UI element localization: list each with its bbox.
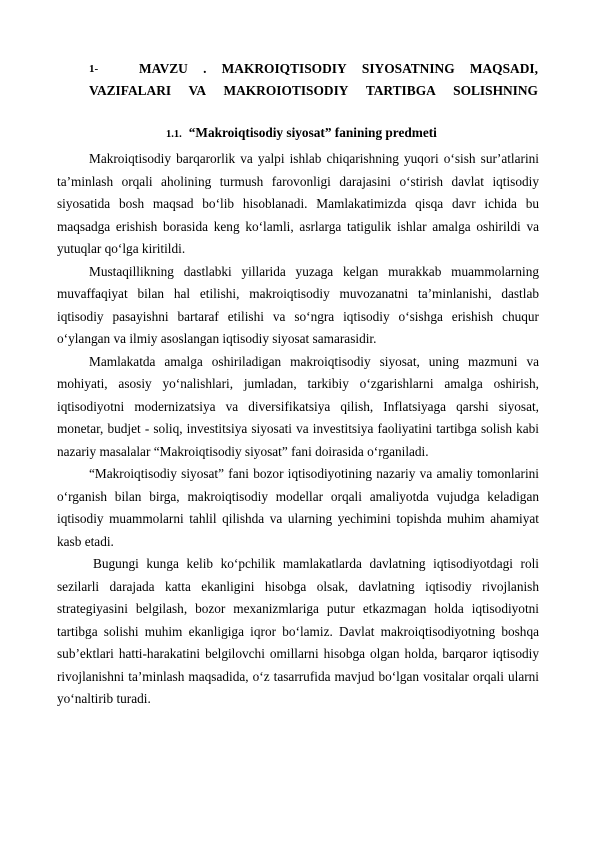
- paragraph: Mamlakatda amalga oshiriladigan makroiqtisodiy siyosat, uning mazmuni va mohiyati, asosiy yoʻnalishlari, jumladan, tarkibiy oʻzgarishlarni amalga oshirish, iqtisodiyotni modernizatsiya va diversifikatsiya qilish, Inflatsiyaga qarshi siyosat, monetar, budjet - soliq, investitsiya siyosati va investitsiya faoliyatini tartibga solish kabi nazariy masalalar “Makroiqtisodiy siyosat” fani doirasida oʻrganiladi.: [57, 353, 539, 459]
- heading-word: VA: [188, 83, 207, 98]
- chapter-heading-line-2: [89, 80, 538, 102]
- heading-word: VAZIFALARI: [89, 83, 172, 98]
- chapter-heading-line-1: [89, 58, 538, 80]
- heading-word: .: [203, 61, 207, 76]
- heading-word: MAKROIOTISODIY: [223, 83, 349, 98]
- paragraph: Bugungi kunga kelib koʻpchilik mamlakatlarda davlatning iqtisodiyotdagi roli sezilarli darajada katta ekanligini hisobga olsak, davlatning iqtisodiy rivojlanish strategiyasini belgilash, bozor mexanizmlariga putur etkazmagan holda iqtisodiyotni tartibga solishi muhim ekanligiga iqror boʻlamiz. Davlat makroiqtisodiyotning boshqa subʼektlari hatti-harakatini belgilovchi omillarni hisobga olgan holda, barqaror iqtisodiy rivojlanishni taʼminlash maqsadida, oʻz tasarrufida mavjud boʻlgan vositalar orqali ularni yoʻnaltirib turadi.: [57, 556, 539, 706]
- chapter-heading: [89, 58, 538, 102]
- chapter-number: 1-: [89, 63, 99, 75]
- section-title: “Makroiqtisodiy siyosat” fanining predmeti: [188, 125, 437, 140]
- heading-word: SOLISHNING: [453, 83, 538, 98]
- heading-word: MAKROIQTISODIY: [221, 61, 347, 76]
- heading-word: MAQSADI,: [469, 61, 538, 76]
- heading-word: SIYOSATNING: [361, 61, 455, 76]
- paragraph: “Makroiqtisodiy siyosat” fani bozor iqtisodiyotining nazariy va amaliy tomonlarini oʻrganish bilan birga, makroiqtisodiy modellar orqali amaliyotda vujudga keladigan iqtisodiy muammolarni tahlil qilishda va ularning yechimini topishda muhim ahamiyat kasb etadi.: [57, 466, 539, 549]
- section-heading: [166, 125, 437, 141]
- paragraph: Makroiqtisodiy barqarorlik va yalpi ishlab chiqarishning yuqori oʻsish surʼatlarini taʼminlash orqali aholining turmush farovonligi darajasini oʻstirish davlat iqtisodiy siyosatida bosh maqsad boʻlib hisoblanadi. Mamlakatimizda qisqa davr ichida bu maqsadga erishish borasida keng koʻlamli, asrlarga tatigulik ishlar amalga oshirildi va yutuqlar qoʻlga kiritildi.: [57, 151, 539, 256]
- section-number: 1.1.: [166, 129, 182, 140]
- body-text: [57, 148, 539, 711]
- paragraph: Mustaqillikning dastlabki yillarida yuzaga kelgan murakkab muammolarning muvaffaqiyat bilan hal etilishi, makroiqtisodiy muvozanatni taʼminlanishi, dastlab iqtisodiy pasayishni bartaraf etilishi va soʻngra iqtisodiy oʻsishga erishish chuqur oʻylangan va ilmiy asoslangan iqtisodiy siyosat samarasidir.: [57, 263, 539, 346]
- heading-word: MAVZU: [139, 61, 188, 76]
- heading-word: TARTIBGA: [365, 83, 436, 98]
